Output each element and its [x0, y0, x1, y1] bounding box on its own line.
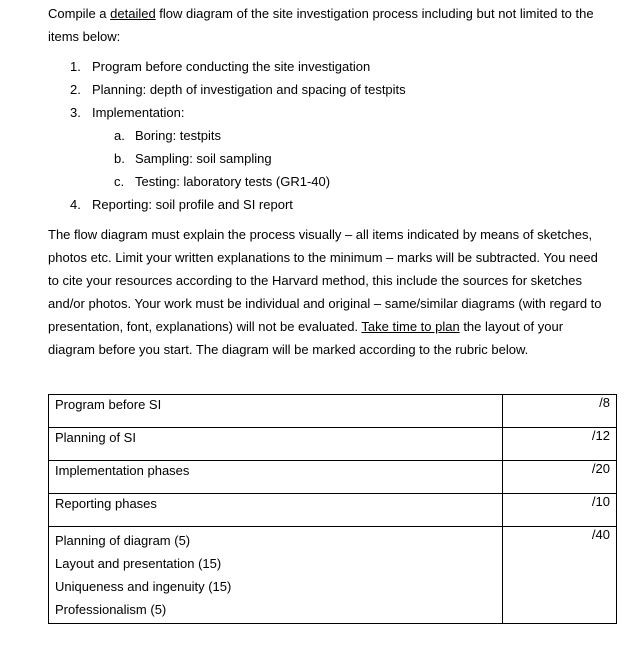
list-item-4: Reporting: soil profile and SI report — [92, 197, 293, 212]
rubric-criterion-group — [49, 527, 503, 624]
rubric-row — [49, 395, 617, 428]
rubric-row-diagram — [49, 527, 617, 624]
paragraph-line-1: The flow diagram must explain the process visually – all items indicated by means of sketches, — [48, 227, 593, 242]
sublist-item-b: Sampling: soil sampling — [135, 151, 272, 166]
rubric-criterion: Planning of SI — [49, 428, 503, 461]
sublist-letter-c: c. — [114, 174, 125, 189]
underlined-detailed: detailed — [110, 6, 156, 21]
paragraph-line-2: photos etc. Limit your written explanations to the minimum – marks will be subtracted. You need — [48, 250, 598, 265]
paragraph-line-6: diagram before you start. The diagram will be marked according to the rubric below. — [48, 342, 529, 357]
rubric-subcriterion: Planning of diagram (5) — [55, 533, 191, 548]
rubric-subcriterion: Uniqueness and ingenuity (15) — [55, 579, 232, 594]
rubric-criterion: Reporting phases — [49, 494, 503, 527]
list-item-2: Planning: depth of investigation and spacing of testpits — [92, 82, 406, 97]
list-item-3: Implementation: — [92, 105, 185, 120]
list-item-1: Program before conducting the site investigation — [92, 59, 371, 74]
intro-text-cont: flow diagram of the site investigation process including but not limited to the — [155, 6, 594, 21]
intro-line-2: items below: — [48, 29, 121, 44]
paragraph-text-cont: the layout of your — [459, 319, 564, 334]
rubric-row — [49, 428, 617, 461]
paragraph-line-4: and/or photos. Your work must be individual and original – same/similar diagrams (with regard to — [48, 296, 602, 311]
rubric-criterion: Program before SI — [49, 395, 503, 428]
rubric-criterion: Implementation phases — [49, 461, 503, 494]
intro-line-1 — [48, 6, 594, 22]
sublist-item-c: Testing: laboratory tests (GR1-40) — [135, 174, 331, 189]
list-number-2: 2. — [70, 82, 81, 97]
list-number-1: 1. — [70, 59, 81, 74]
rubric-subcriterion: Layout and presentation (15) — [55, 556, 222, 571]
rubric-marks: /12 — [503, 428, 617, 461]
rubric-row — [49, 494, 617, 527]
list-number-3: 3. — [70, 105, 81, 120]
rubric-table — [48, 394, 617, 624]
sublist-letter-a: a. — [114, 128, 125, 143]
intro-text: Compile a — [48, 6, 111, 21]
rubric-row — [49, 461, 617, 494]
paragraph-line-3: to cite your resources according to the Harvard method, this include the sources for sketches — [48, 273, 582, 288]
rubric-marks: /8 — [503, 395, 617, 428]
paragraph-line-5 — [48, 319, 563, 335]
rubric-marks: /10 — [503, 494, 617, 527]
rubric-subcriterion: Professionalism (5) — [55, 602, 167, 617]
rubric-marks: /40 — [503, 527, 617, 624]
sublist-item-a: Boring: testpits — [135, 128, 221, 143]
rubric-marks: /20 — [503, 461, 617, 494]
underlined-take-time: Take time to plan — [361, 319, 460, 334]
list-number-4: 4. — [70, 197, 81, 212]
paragraph-text: presentation, font, explanations) will not be evaluated. — [48, 319, 362, 334]
sublist-letter-b: b. — [114, 151, 125, 166]
